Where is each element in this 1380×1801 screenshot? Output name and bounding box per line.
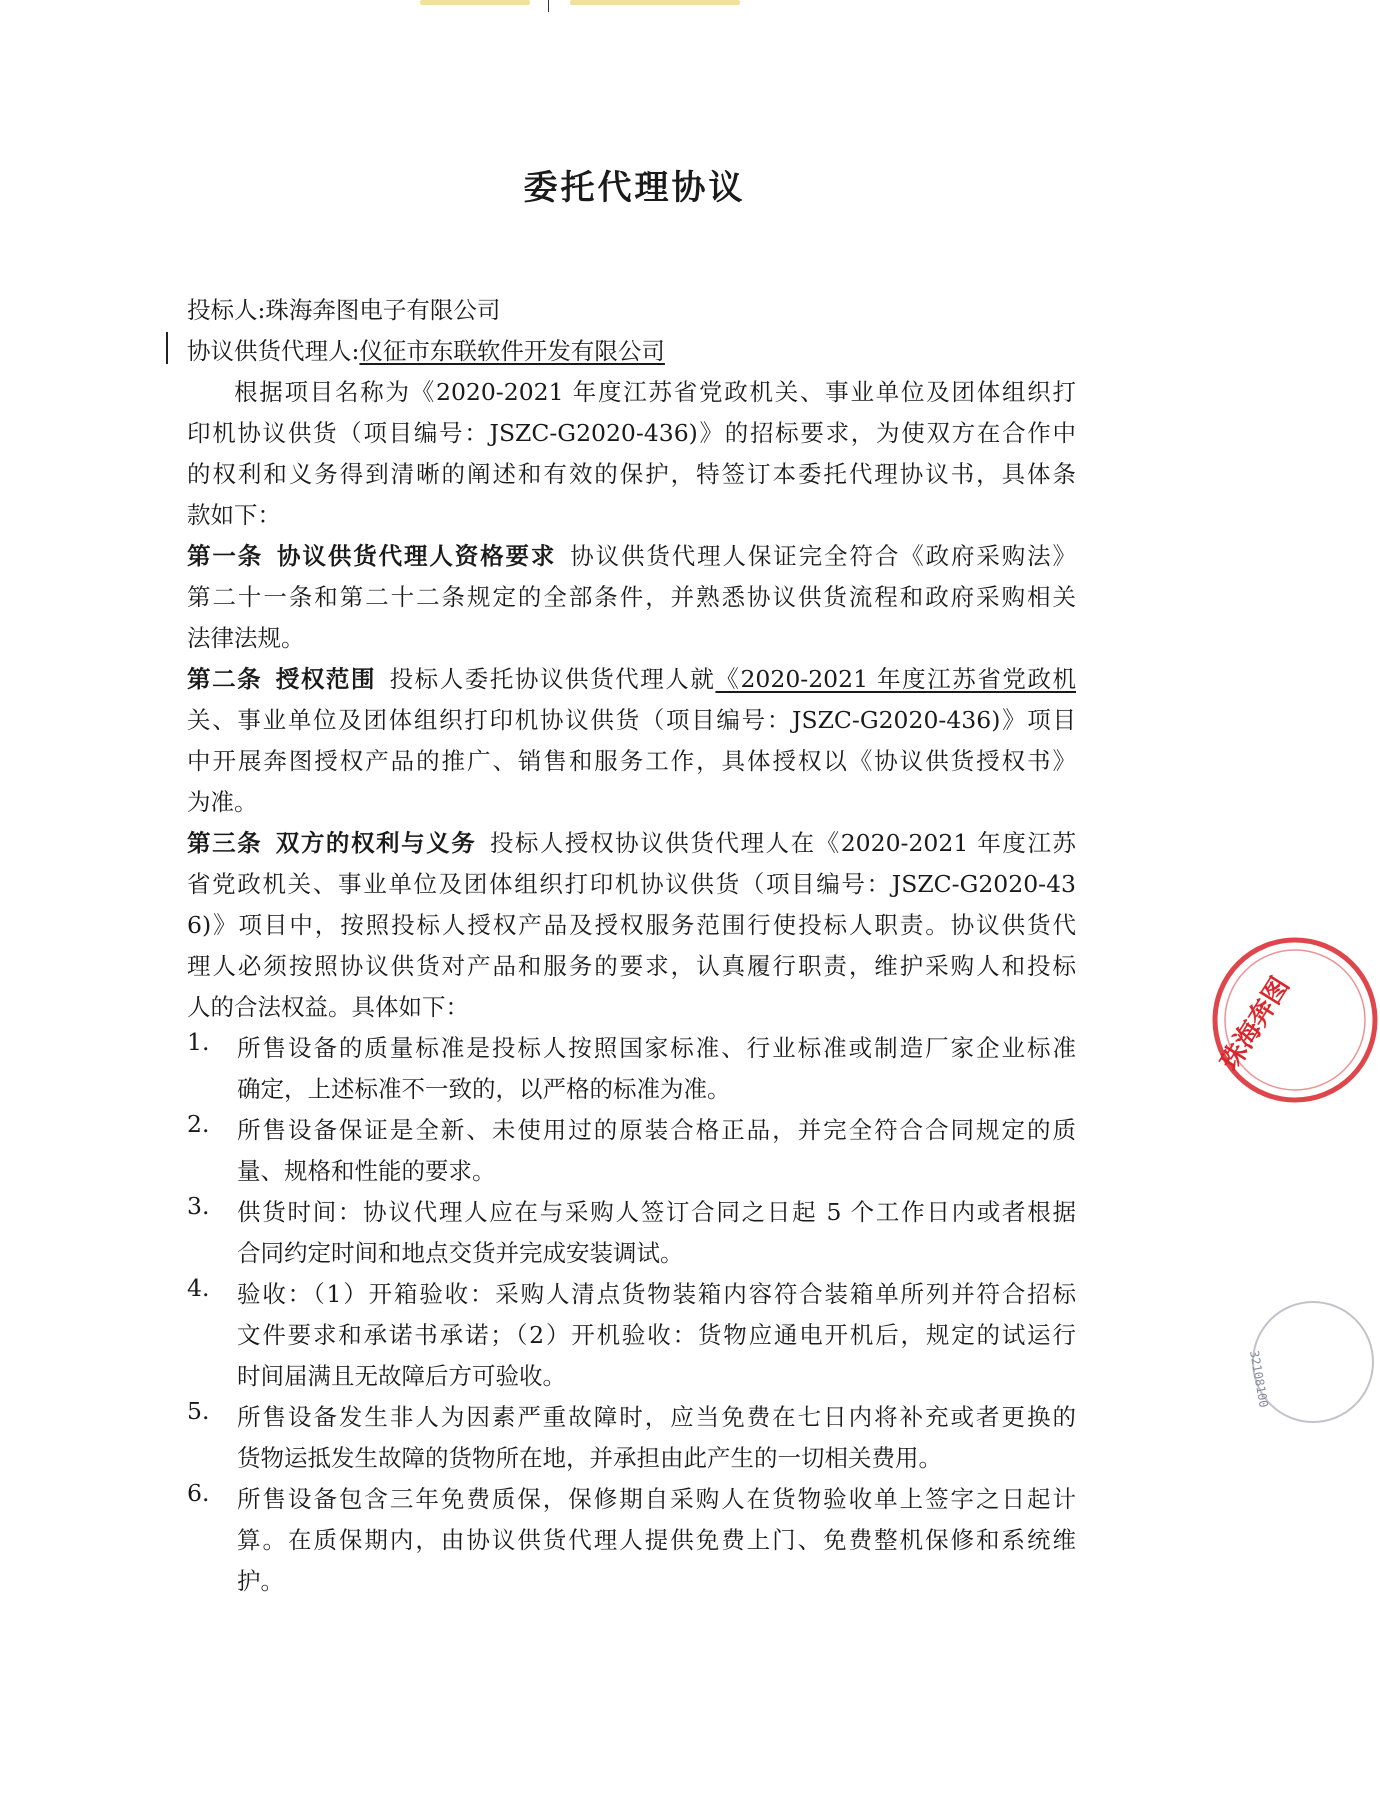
list-item-number: 2. [187,1110,210,1138]
list-item [187,1479,1076,1602]
intro-line: 的权利和义务得到清晰的阐述和有效的保护，特签订本委托代理协议书，具体条 [187,460,1076,488]
article-3-line: 人的合法权益。具体如下： [187,993,469,1021]
intro-line: 印机协议供货（项目编号：JSZC-G2020-436)》的招标要求，为使双方在合作中 [187,419,1076,447]
list-item-line: 量、规格和性能的要求。 [237,1157,496,1185]
list-item [187,1397,1076,1479]
bidder-line [187,290,1076,331]
list-item-line: 算。在质保期内，由协议供货代理人提供免费上门、免费整机保修和系统维 [237,1526,1076,1554]
list-item-line: 所售设备发生非人为因素严重故障时，应当免费在七日内将补充或者更换的 [237,1403,1076,1431]
list-item-line: 确定，上述标准不一致的，以严格的标准为准。 [237,1075,731,1103]
list-item-line: 时间届满且无故障后方可验收。 [237,1362,566,1390]
article-2-heading-title: 授权范围 [274,665,377,693]
agent-value: 仪征市东联软件开发有限公司 [359,337,665,365]
company-seal-icon [1210,935,1380,1105]
article-1 [187,536,1076,659]
article-2-line: 为准。 [187,788,258,816]
list-item-line: 所售设备的质量标准是投标人按照国家标准、行业标准或制造厂家企业标准 [237,1034,1076,1062]
article-2-heading: 第二条 [187,665,263,693]
list-item-line: 合同约定时间和地点交货并完成安装调试。 [237,1239,684,1267]
svg-text:珠海奔图: 珠海奔图 [1215,971,1296,1077]
list-item [187,1028,1076,1110]
article-3-line: 省党政机关、事业单位及团体组织打印机协议供货（项目编号：JSZC-G2020-43 [187,870,1076,898]
svg-text:32108100: 32108100 [1247,1349,1271,1409]
list-item [187,1274,1076,1397]
intro-paragraph [187,372,1076,536]
agent-label: 协议供货代理人: [187,337,360,365]
document-title: 委托代理协议 [523,168,746,208]
partial-seal-icon [1238,1292,1368,1422]
list-item-number: 5. [187,1397,210,1425]
article-1-heading: 第一条 [187,542,264,570]
list-item-line: 验收：（1）开箱验收：采购人清点货物装箱内容符合装箱单所列并符合招标 [237,1280,1076,1308]
article-1-first-line [187,536,1076,577]
article-1-line: 法律法规。 [187,624,305,652]
list-item-number: 6. [187,1479,210,1507]
list-item-line: 供货时间：协议代理人应在与采购人签订合同之日起 5 个工作日内或者根据 [237,1198,1076,1226]
document-body [187,290,1076,1602]
list-item [187,1192,1076,1274]
scan-artifact [420,0,860,6]
article-1-heading-title: 协议供货代理人资格要求 [275,542,557,570]
article-3-line: 理人必须按照协议供货对产品和服务的要求，认真履行职责，维护采购人和投标 [187,952,1076,980]
numbered-list [187,1028,1076,1602]
article-2-line: 中开展奔图授权产品的推广、销售和服务工作，具体授权以《协议供货授权书》 [187,747,1076,775]
article-3-line: 6)》项目中，按照投标人授权产品及授权服务范围行使投标人职责。协议供货代 [187,911,1076,939]
bidder-label: 投标人: [187,296,266,324]
list-item-line: 护。 [237,1567,284,1595]
article-3 [187,823,1076,1028]
article-2-first-line [187,659,1076,700]
article-1-text: 协议供货代理人保证完全符合《政府采购法》 [568,542,1077,570]
article-1-line: 第二十一条和第二十二条规定的全部条件，并熟悉协议供货流程和政府采购相关 [187,583,1076,611]
bidder-value: 珠海奔图电子有限公司 [265,296,501,324]
article-3-heading: 第三条 [187,829,263,857]
article-2-line: 关、事业单位及团体组织打印机协议供货（项目编号：JSZC-G2020-436)》项目 [187,706,1076,734]
list-item-line: 所售设备保证是全新、未使用过的原装合格正品，并完全符合合同规定的质 [237,1116,1076,1144]
article-3-heading-title: 双方的权利与义务 [274,829,477,857]
list-item-number: 3. [187,1192,210,1220]
agent-line [187,331,1076,372]
list-item-line: 所售设备包含三年免费质保，保修期自采购人在货物验收单上签字之日起计 [237,1485,1076,1513]
list-item [187,1110,1076,1192]
intro-line: 根据项目名称为《2020-2021 年度江苏省党政机关、事业单位及团体组织打 [234,378,1076,406]
intro-line: 款如下： [187,501,281,529]
article-2 [187,659,1076,823]
article-2-text: 投标人委托协议供货代理人就 [388,665,716,693]
list-item-line: 文件要求和承诺书承诺；（2）开机验收：货物应通电开机后，规定的试运行 [237,1321,1076,1349]
article-3-first-line [187,823,1076,864]
list-item-number: 1. [187,1028,210,1056]
list-item-number: 4. [187,1274,210,1302]
article-3-text: 投标人授权协议供货代理人在《2020-2021 年度江苏 [488,829,1077,857]
margin-mark [166,332,168,364]
article-2-underlined-text: 《2020-2021 年度江苏省党政机 [715,665,1077,693]
list-item-line: 货物运抵发生故障的货物所在地，并承担由此产生的一切相关费用。 [237,1444,942,1472]
